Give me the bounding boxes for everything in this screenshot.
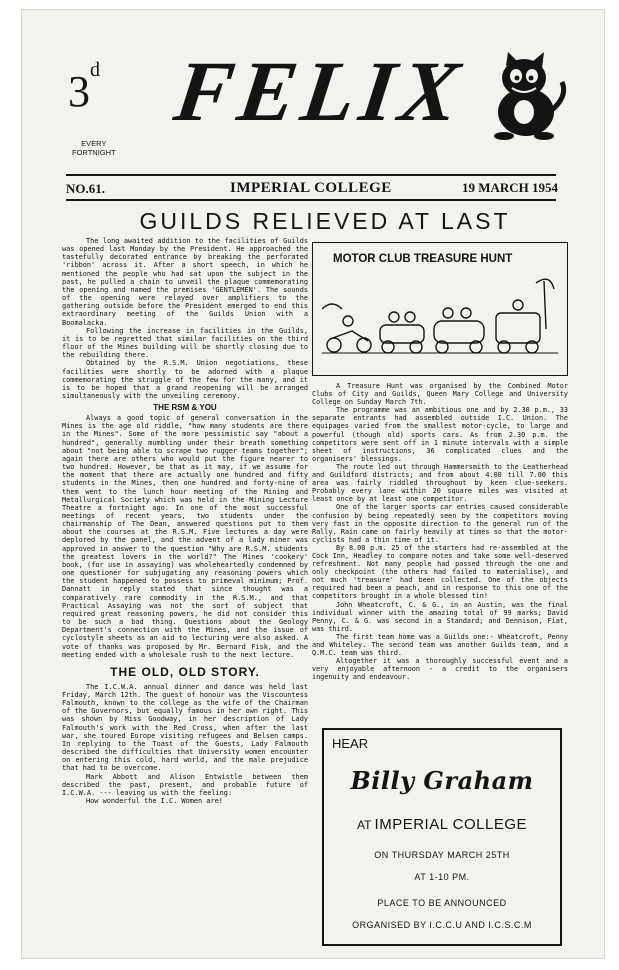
advert-organiser: ORGANISED BY I.C.C.U AND I.C.S.C.M	[352, 920, 532, 930]
felix-cat-logo	[478, 52, 570, 142]
article-paragraph: The route led out through Hammersmith to the Leatherhead and Guildford districts; and from about 4.00 till 7.00 this area was fairly riddled throughout by keen clue-seekers. Probably every lane within 20 square miles was visited at least once by at least one competitor.	[312, 462, 568, 504]
article-paragraph: Mark Abbott and Alison Entwistle between them described the past, present, and probable future of I.C.W.A. --- leaving us with the feeling:	[62, 772, 308, 797]
icwa-article	[62, 683, 308, 805]
advert-place: PLACE TO BE ANNOUNCED	[377, 898, 507, 908]
rsm-article	[62, 414, 308, 659]
article-paragraph: The programme was an ambitious one and by 2.30 p.m., 33 separate entrants had assembled outside I.C. Union. The equipages varied from the smallest motor-cycle, to large and powerful (though old) sports cars. As from 2.30 p.m. the competitors were sent off in 1 minute intervals with a simple sheet of instructions, 36 complicated clues and the organisers' blessings.	[312, 406, 568, 463]
article-paragraph: Obtained by the R.S.M. Union negotiations, these facilities were shortly to be adorned with a plaque commemorating the struggle of the few for the many, and it is to be hoped that a grand reopening will be arranged simultaneously with the unveiling ceremony.	[62, 359, 308, 400]
advert-hear: HEAR	[332, 736, 369, 751]
issue-number: NO.61.	[66, 181, 105, 196]
main-headline: GUILDS RELIEVED AT LAST	[139, 208, 511, 234]
guilds-article	[62, 237, 308, 400]
advert-venue: AT IMPERIAL COLLEGE	[356, 816, 528, 833]
masthead-bottom-rule	[66, 199, 556, 201]
motor-club-title: MOTOR CLUB TREASURE HUNT	[333, 253, 513, 265]
article-paragraph: The I.C.W.A. annual dinner and dance was held last Friday, March 12th. The guest of honour was the Viscountess Falmouth, known to the college as the wife of the Chairman of the Governors, but equally famous in her own right. This was shown by Miss Goodway, in her description of Lady Falmouth's work with the Red Cross, when after the last war, she toured Europe visiting refugees and Belsen camps. In replying to the Toast of the Guests, Lady Falmouth described the difficulties that University women encounter on entering this cold, hard world, and the male prejudice that had to be overcome.	[62, 682, 308, 773]
motor-rally-cartoon	[322, 269, 558, 361]
advert-date: ON THURSDAY MARCH 25TH	[374, 850, 510, 860]
advert-speaker-name: Billy Graham	[350, 766, 534, 795]
article-paragraph: A Treasure Hunt was organised by the Combined Motor Clubs of City and Guilds, Queen Mary College and University College on Sunday March 7th.	[312, 382, 568, 407]
right-column	[312, 242, 568, 681]
article-paragraph: The first team home was a Guilds one:- Wheatcroft, Penny and Whiteley. The second team was another Guilds team, and a Q.M.C. team was third.	[312, 632, 568, 658]
article-paragraph: Altogether it was a thoroughly successful event and a very enjoyable afternoon - a credit to the organisers ingenuity and endeavour.	[312, 657, 568, 682]
left-column	[62, 237, 308, 805]
article-paragraph: By 8.00 p.m. 25 of the starters had re-assembled at the Cock Inn, Headley to compare notes and take some well-deserved refreshment. Not many people had passed through the one and only checkpoint (the others had failed to materialise), and not much 'treasure' had been collected. One of the objects required had been a peach, and in response to this one of the competitors brought in a whole blessed tin!	[312, 543, 568, 601]
advert-time: AT 1-10 PM.	[414, 872, 470, 882]
issue-date: 19 MARCH 1954	[462, 180, 559, 195]
college-name: IMPERIAL COLLEGE	[230, 180, 392, 196]
masthead-top-rule	[66, 174, 556, 176]
article-paragraph: Always a good topic of general conversation in the Mines is the age old riddle, "how many students are there in the Mines". Some of the more pessimistic say "about a hundred", generally mumbling under their breath something about "not being able to scrape two rugger teams together"; again there are others who would put the figure nearer to two hundred. However, be that as it may, if we assume for the moment that there are actually one hundred and fifty students in the Mines, then one hundred and forty-nine of them went to the lunch hour meeting of the Mining and Metallurgical Society which was held in the Mining Lecture Theatre a fortnight ago. In one of the most successful meetings of recent years, two students under the chairmanship of The Dean, answered questions put to them about the courses at the R.S.M. Five lectures a day were deplored by the panel, and the advent of a lady miner was approved in answer to the question "Why are R.S.M. students the greatest lovers in the world?" The Mines 'cookery' book, (for use in assaying) was wholeheartedly condemned by one questioner for subjugating any reasoning powers which the student happened to possess to primeval minimum; Prof. Dannatt in reply stated that since thought was a comparatively rare commodity in the R.S.M., and that Practical Assaying was not the sort of subject that required great reasoning powers, he did not consider this to be such a bad thing. Questions about the Geology Department's connection with the Mines, and the issue of cyclostyle sheets as an aid to lecturing were also asked. A vote of thanks was proposed by Mr. Bernard Fisk, and the meeting ended with a wholesale rush to the next lecture.	[62, 414, 308, 659]
frequency-line-1: EVERY	[81, 139, 107, 148]
rsm-heading: THE RSM & YOU	[153, 403, 217, 413]
article-paragraph: Following the increase in facilities in the Guilds, it is to be regretted that similar facilities on the third floor of the Mines building will be shortly closing due to the rebuilding there.	[62, 326, 308, 360]
article-paragraph: John Wheatcroft, C. & G., in an Austin, was the final individual winner with the amazing total of 99 marks; David Penny, C. & G. was second in a Standard; and Dennison, Fiat, was third.	[312, 600, 568, 633]
price: 3$^d$	[68, 59, 100, 116]
billy-graham-advert	[322, 728, 562, 946]
story-heading: THE OLD, OLD STORY.	[110, 664, 260, 679]
motor-club-box	[312, 242, 568, 376]
frequency-label	[72, 139, 116, 157]
article-paragraph: One of the larger sports car entries caused considerable confusion by being repeatedly seen by the competitors moving very fast in the opposite direction to the general run of the Rally. Rain came on fairly heavily at times so that the motor-cyclists had a thin time of it.	[312, 503, 568, 544]
motor-club-article	[312, 382, 568, 681]
price-unit: d	[90, 59, 100, 82]
newspaper-title: FELIX	[169, 43, 471, 139]
article-paragraph: The long awaited addition to the facilities of Guilds was opened last Monday by the President. He approached the tastefully decorated entrance by breaking the perforated 'ribbon' across it. After a short speech, in which he mentioned the people who had sat upon the subject in the past, he pulled a chain to unveil the plaque commemorating the opening and named the premises 'GENTLEMEN'. The sounds of the opening were relayed over amplifiers to the gathering outside before the President emerged to end this extraordinary meeting of the Guilds Union with a Boomalacka.	[62, 237, 308, 327]
frequency-line-2: FORTNIGHT	[72, 148, 116, 157]
article-paragraph: How wonderful the I.C. Women are!	[86, 797, 223, 805]
